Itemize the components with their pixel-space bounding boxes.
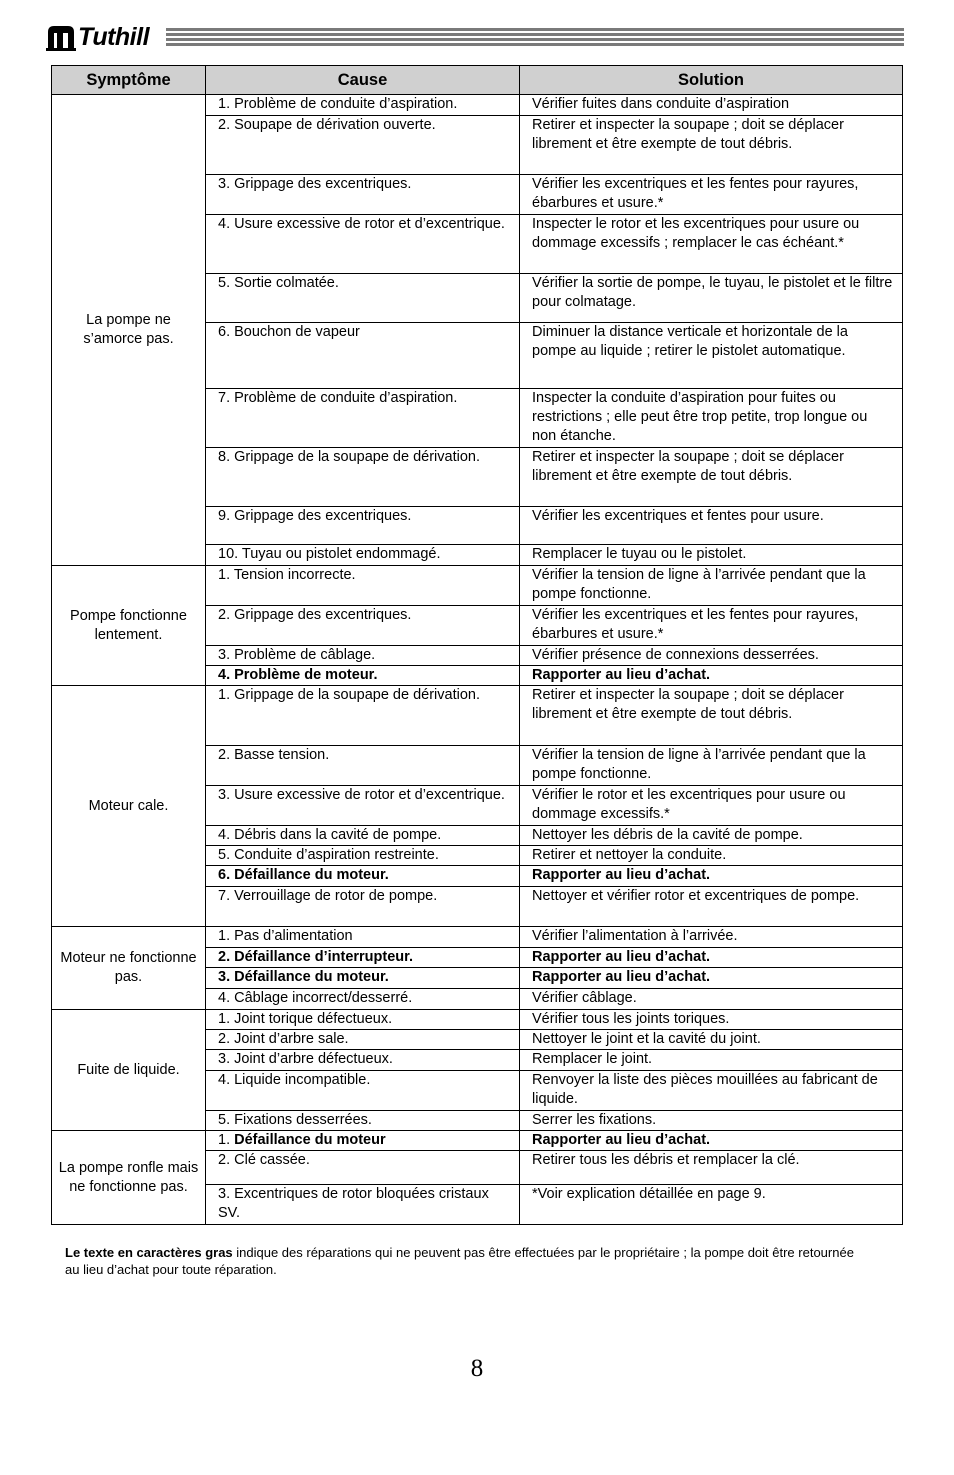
cause-cell: 4. Problème de moteur. xyxy=(206,666,520,686)
footnote xyxy=(65,1244,865,1278)
cause-cell: 3. Joint d’arbre défectueux. xyxy=(206,1050,520,1071)
solution-cell: Nettoyer et vérifier rotor et excentriques de pompe. xyxy=(520,887,903,927)
solution-cell: Renvoyer la liste des pièces mouillées au fabricant de liquide. xyxy=(520,1071,903,1111)
header-symptom: Symptôme xyxy=(52,66,206,95)
solution-cell: Vérifier tous les joints toriques. xyxy=(520,1010,903,1030)
solution-cell: Vérifier le rotor et les excentriques pour usure ou dommage excessifs.* xyxy=(520,786,903,826)
solution-cell: Rapporter au lieu d’achat. xyxy=(520,968,903,989)
symptom-cell: La pompe ne s’amorce pas. xyxy=(52,95,206,566)
cause-cell: 1. Tension incorrecte. xyxy=(206,566,520,606)
table-row xyxy=(52,1131,903,1151)
footnote-text: indique des réparations qui ne peuvent pas être effectuées par le propriétaire ; la pompe doit être retournée au lieu d’achat pour toute réparation. xyxy=(65,1245,854,1277)
solution-cell: Vérifier la sortie de pompe, le tuyau, le pistolet et le filtre pour colmatage. xyxy=(520,274,903,323)
solution-cell: Rapporter au lieu d’achat. xyxy=(520,948,903,968)
cause-cell: 2. Défaillance d’interrupteur. xyxy=(206,948,520,968)
solution-cell: *Voir explication détaillée en page 9. xyxy=(520,1185,903,1225)
cause-cell: 5. Fixations desserrées. xyxy=(206,1111,520,1131)
solution-cell: Rapporter au lieu d’achat. xyxy=(520,1131,903,1151)
brand-logo xyxy=(46,20,149,54)
brand-name: Tuthill xyxy=(78,22,150,51)
cause-text: Défaillance du moteur xyxy=(234,1132,386,1148)
cause-cell: 4. Câblage incorrect/desserré. xyxy=(206,989,520,1010)
solution-cell: Remplacer le joint. xyxy=(520,1050,903,1071)
solution-cell: Diminuer la distance verticale et horizontale de la pompe au liquide ; retirer le pistolet automatique. xyxy=(520,323,903,389)
cause-cell: 1. Joint torique défectueux. xyxy=(206,1010,520,1030)
cause-cell: 3. Défaillance du moteur. xyxy=(206,968,520,989)
solution-cell: Vérifier la tension de ligne à l’arrivée pendant que la pompe fonctionne. xyxy=(520,566,903,606)
solution-cell: Inspecter la conduite d’aspiration pour fuites ou restrictions ; elle peut être trop petite, trop longue ou non étanche. xyxy=(520,389,903,448)
solution-cell: Remplacer le tuyau ou le pistolet. xyxy=(520,545,903,566)
table-row xyxy=(52,566,903,606)
cause-cell: 3. Excentriques de rotor bloquées cristaux SV. xyxy=(206,1185,520,1225)
cause-cell: 2. Basse tension. xyxy=(206,746,520,786)
solution-cell: Retirer et inspecter la soupape ; doit se déplacer librement et être exempte de tout débris. xyxy=(520,448,903,507)
solution-cell: Retirer tous les débris et remplacer la clé. xyxy=(520,1151,903,1185)
cause-cell: 1. Pas d’alimentation xyxy=(206,927,520,948)
cause-cell: 1. Grippage de la soupape de dérivation. xyxy=(206,686,520,746)
cause-cell: 10. Tuyau ou pistolet endommagé. xyxy=(206,545,520,566)
solution-cell: Rapporter au lieu d’achat. xyxy=(520,866,903,887)
cause-cell: 4. Usure excessive de rotor et d’excentrique. xyxy=(206,215,520,274)
troubleshooting-table xyxy=(51,65,903,1225)
cause-cell: 4. Débris dans la cavité de pompe. xyxy=(206,826,520,846)
cause-cell: 2. Soupape de dérivation ouverte. xyxy=(206,116,520,175)
footnote-bold: Le texte en caractères gras xyxy=(65,1245,233,1260)
cause-cell: 2. Grippage des excentriques. xyxy=(206,606,520,646)
header-solution: Solution xyxy=(520,66,903,95)
cause-cell: 7. Problème de conduite d’aspiration. xyxy=(206,389,520,448)
header-cause: Cause xyxy=(206,66,520,95)
solution-cell: Rapporter au lieu d’achat. xyxy=(520,666,903,686)
cause-cell: 9. Grippage des excentriques. xyxy=(206,507,520,545)
solution-cell: Retirer et nettoyer la conduite. xyxy=(520,846,903,866)
table-row xyxy=(52,686,903,746)
solution-cell: Retirer et inspecter la soupape ; doit se déplacer librement et être exempte de tout débris. xyxy=(520,116,903,175)
solution-cell: Vérifier les excentriques et les fentes pour rayures, ébarbures et usure.* xyxy=(520,175,903,215)
cause-cell: 6. Défaillance du moteur. xyxy=(206,866,520,887)
solution-cell: Vérifier présence de connexions desserrées. xyxy=(520,646,903,666)
cause-cell: 6. Bouchon de vapeur xyxy=(206,323,520,389)
solution-cell: Nettoyer le joint et la cavité du joint. xyxy=(520,1030,903,1050)
page-header xyxy=(46,20,904,54)
cause-cell: 7. Verrouillage de rotor de pompe. xyxy=(206,887,520,927)
table-row xyxy=(52,927,903,948)
cause-cell xyxy=(206,1131,520,1151)
symptom-cell: Moteur ne fonctionne pas. xyxy=(52,927,206,1010)
symptom-cell: Pompe fonctionne lentement. xyxy=(52,566,206,686)
cause-cell: 5. Sortie colmatée. xyxy=(206,274,520,323)
cause-cell: 5. Conduite d’aspiration restreinte. xyxy=(206,846,520,866)
symptom-cell: La pompe ronfle mais ne fonctionne pas. xyxy=(52,1131,206,1225)
symptom-cell: Moteur cale. xyxy=(52,686,206,927)
solution-cell: Retirer et inspecter la soupape ; doit se déplacer librement et être exempte de tout débris. xyxy=(520,686,903,746)
solution-cell: Vérifier la tension de ligne à l’arrivée pendant que la pompe fonctionne. xyxy=(520,746,903,786)
page-number: 8 xyxy=(470,1355,484,1382)
solution-cell: Vérifier l’alimentation à l’arrivée. xyxy=(520,927,903,948)
solution-cell: Vérifier les excentriques et les fentes pour rayures, ébarbures et usure.* xyxy=(520,606,903,646)
tuthill-logo-icon xyxy=(46,23,76,51)
cause-cell: 4. Liquide incompatible. xyxy=(206,1071,520,1111)
cause-cell: 3. Usure excessive de rotor et d’excentrique. xyxy=(206,786,520,826)
solution-cell: Vérifier les excentriques et fentes pour usure. xyxy=(520,507,903,545)
table-row xyxy=(52,95,903,116)
symptom-cell: Fuite de liquide. xyxy=(52,1010,206,1131)
cause-cell: 2. Joint d’arbre sale. xyxy=(206,1030,520,1050)
solution-cell: Inspecter le rotor et les excentriques pour usure ou dommage excessifs ; remplacer le cas échéant.* xyxy=(520,215,903,274)
cause-cell: 3. Grippage des excentriques. xyxy=(206,175,520,215)
cause-cell: 8. Grippage de la soupape de dérivation. xyxy=(206,448,520,507)
header-rule xyxy=(166,28,904,46)
cause-cell: 3. Problème de câblage. xyxy=(206,646,520,666)
cause-cell: 1. Problème de conduite d’aspiration. xyxy=(206,95,520,116)
solution-cell: Serrer les fixations. xyxy=(520,1111,903,1131)
solution-cell: Vérifier fuites dans conduite d’aspiration xyxy=(520,95,903,116)
cause-cell: 2. Clé cassée. xyxy=(206,1151,520,1185)
table-row xyxy=(52,1010,903,1030)
table-header-row xyxy=(52,66,903,95)
table-body xyxy=(52,95,903,1225)
solution-cell: Nettoyer les débris de la cavité de pompe. xyxy=(520,826,903,846)
solution-cell: Vérifier câblage. xyxy=(520,989,903,1010)
cause-number: 1. xyxy=(218,1132,235,1148)
